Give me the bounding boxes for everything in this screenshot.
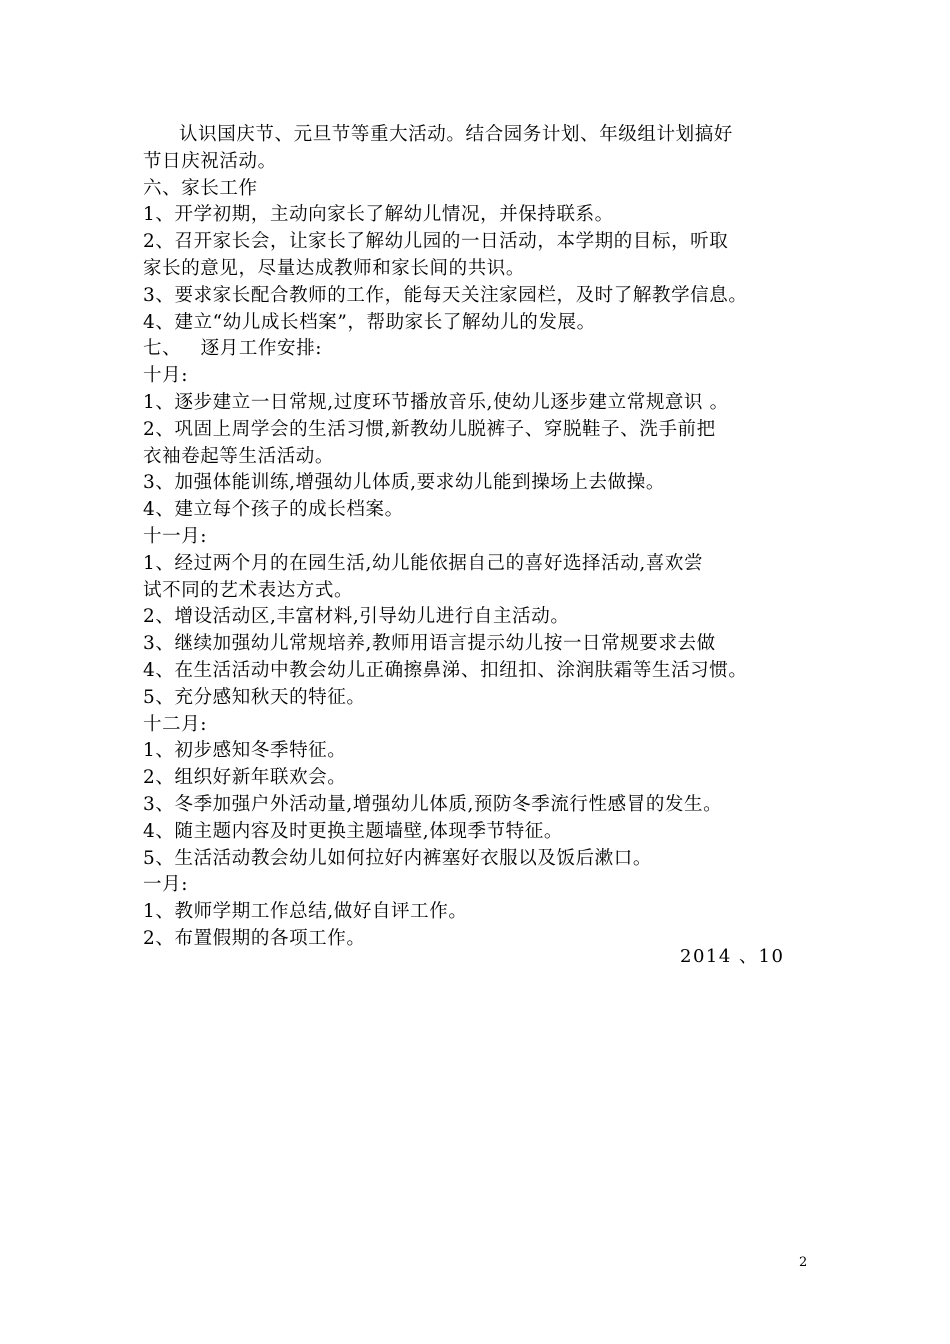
text-line: 4、随主题内容及时更换主题墙壁,体现季节特征。: [143, 820, 563, 842]
text-line: 认识国庆节、元旦节等重大活动。结合园务计划、年级组计划搞好: [179, 124, 733, 145]
text-line: 2、增设活动区,丰富材料,引导幼儿进行自主活动。: [143, 606, 570, 628]
text-line: 试不同的艺术表达方式。: [143, 579, 354, 601]
text-line: 5、充分感知秋天的特征。: [143, 686, 366, 708]
text-line: 2、组织好新年联欢会。: [143, 767, 347, 789]
month-heading: 十月:: [143, 365, 189, 387]
month-heading: 一月:: [143, 874, 189, 896]
month-heading: 十二月:: [143, 713, 208, 735]
text-line: 2、召开家长会，让家长了解幼儿园的一日活动，本学期的目标，听取: [143, 231, 729, 253]
text-line: 4、建立每个孩子的成长档案。: [143, 499, 404, 521]
text-line: 4、建立“幼儿成长档案”，帮助家长了解幼儿的发展。: [143, 311, 596, 333]
section-heading: 六、家长工作: [143, 177, 258, 199]
text-line: 2、布置假期的各项工作。: [143, 927, 366, 949]
section-heading: 七、 逐月工作安排:: [143, 338, 323, 360]
text-line: 1、逐步建立一日常规,过度环节播放音乐,使幼儿逐步建立常规意识 。: [143, 391, 729, 413]
text-line: 5、生活活动教会幼儿如何拉好内裤塞好衣服以及饭后漱口。: [143, 847, 652, 869]
text-line: 家长的意见，尽量达成教师和家长间的共识。: [143, 257, 526, 279]
text-line: 1、初步感知冬季特征。: [143, 740, 347, 762]
text-line: 1、教师学期工作总结,做好自评工作。: [143, 901, 468, 923]
document-date: 2014 、10: [680, 946, 785, 967]
month-heading: 十一月:: [143, 525, 208, 547]
text-line: 3、冬季加强户外活动量,增强幼儿体质,预防冬季流行性感冒的发生。: [143, 793, 723, 815]
text-line: 节日庆祝活动。: [143, 150, 277, 172]
text-line: 4、在生活活动中教会幼儿正确擦鼻涕、扣纽扣、涂润肤霜等生活习惯。: [143, 659, 748, 681]
text-line: 3、继续加强幼儿常规培养,教师用语言提示幼儿按一日常规要求去做: [143, 633, 716, 655]
page-number: 2: [799, 1255, 808, 1270]
text-line: 1、经过两个月的在园生活,幼儿能依据自己的喜好选择活动,喜欢尝: [143, 552, 704, 574]
text-line: 1、开学初期，主动向家长了解幼儿情况，并保持联系。: [143, 204, 614, 226]
document-body: [143, 122, 823, 953]
text-line: 3、加强体能训练,增强幼儿体质,要求幼儿能到操场上去做操。: [143, 472, 665, 494]
text-line: 3、要求家长配合教师的工作，能每天关注家园栏，及时了解教学信息。: [143, 284, 748, 306]
text-line: 2、巩固上周学会的生活习惯,新教幼儿脱裤子、穿脱鞋子、洗手前把: [143, 418, 716, 440]
text-line: 衣袖卷起等生活活动。: [143, 445, 335, 467]
